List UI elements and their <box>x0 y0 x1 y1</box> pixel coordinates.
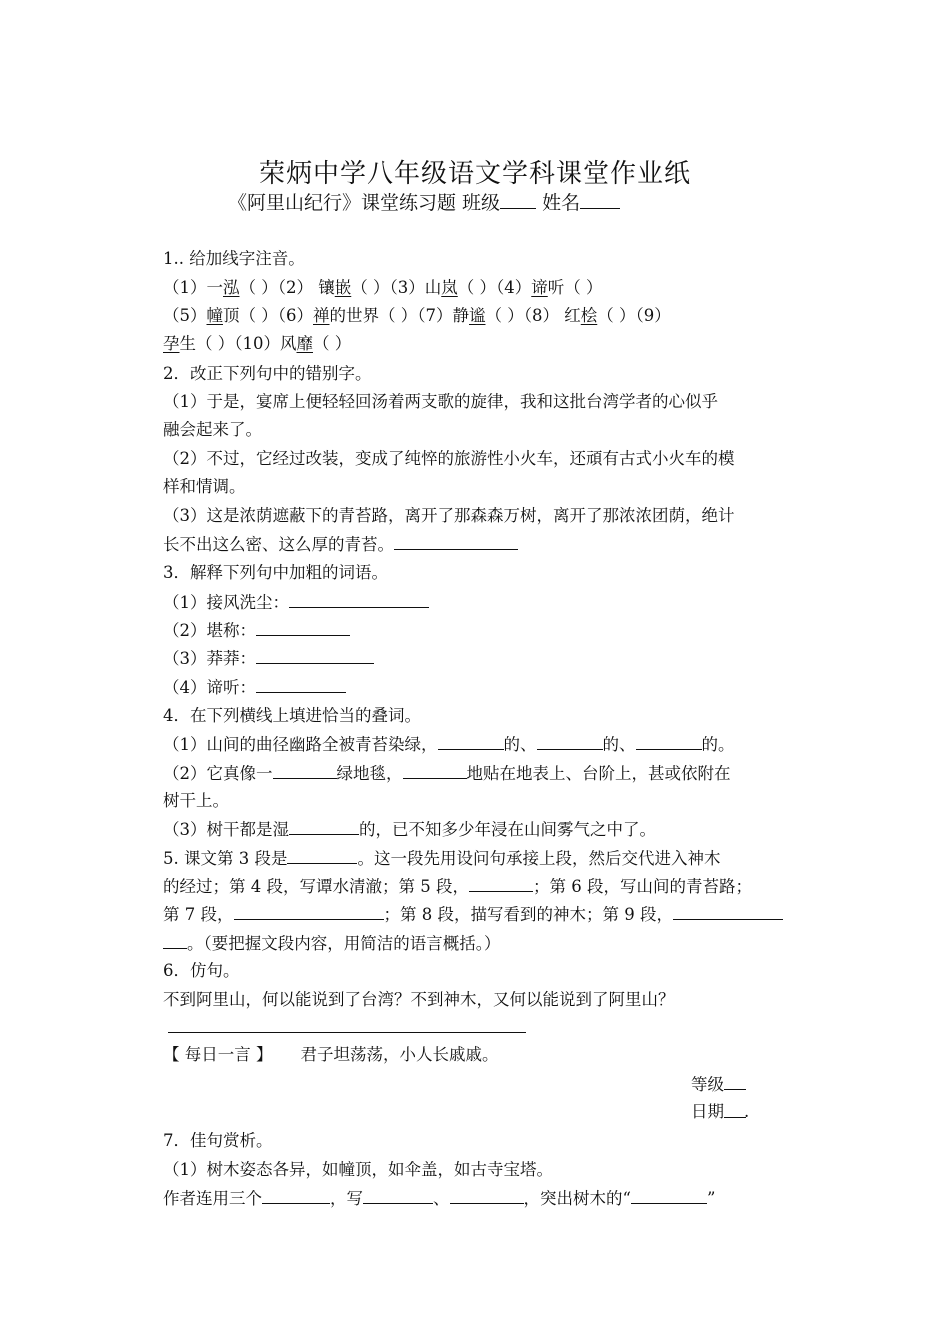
q5-line-2: 的经过；第 4 段，写谭水清澈；第 5 段， ；第 6 段，写山间的青苔路； <box>163 877 752 896</box>
q6-heading: 6．仿句。 <box>163 961 240 980</box>
answer-blank[interactable] <box>636 733 702 750</box>
q1-heading: 1.. 给加线字注音。 <box>163 249 305 268</box>
daily-quote-label: 【 每日一言 】 <box>163 1045 273 1064</box>
answer-blank[interactable] <box>163 932 187 949</box>
q3-item-2: （2）堪称： <box>163 619 350 642</box>
q2-sentence-2a: （2）不过，它经过改装，变成了纯悴的旅游性小火车，还頑有古式小火车的模 <box>163 449 735 468</box>
underlined-char: 孕 <box>163 334 180 353</box>
underlined-char: 嵌 <box>334 278 352 297</box>
answer-blank[interactable] <box>631 1187 707 1204</box>
answer-blank[interactable] <box>450 1187 524 1204</box>
q2-sentence-3b: 长不出这么密、这么厚的青苔。 <box>163 533 518 556</box>
underlined-char: 泓 <box>223 278 240 297</box>
q7-sentence-2: 作者连用三个 ，写 、 ，突出树木的“ ” <box>163 1189 716 1208</box>
q1-line-1: （1）一泓（ ）（2） 镶嵌（ ）（3）山岚（ ）（4）谛听（ ） <box>163 278 603 297</box>
q7-sentence-1: （1）树木姿态各异，如幢顶，如伞盖，如古寺宝塔。 <box>163 1160 553 1179</box>
page-title: 荣炳中学八年级语文学科课堂作业纸 <box>258 159 691 189</box>
q4-heading: 4．在下列横线上填进恰当的叠词。 <box>163 706 421 725</box>
answer-blank[interactable] <box>262 1187 330 1204</box>
q3-item-3: （3）莽莽： <box>163 647 374 670</box>
q2-sentence-1a: （1）于是，宴席上便轻轻回汤着两支歌的旋律，我和这批台湾学者的心似乎 <box>163 392 718 411</box>
q4-sentence-1: （1）山间的曲径幽路全被青苔染绿， 的、 的、 的。 <box>163 735 735 754</box>
daily-quote-text: 君子坦荡荡，小人长戚戚。 <box>300 1045 499 1064</box>
underlined-char: 谛 <box>531 278 548 297</box>
class-blank[interactable] <box>500 192 536 209</box>
daily-quote <box>163 1044 499 1066</box>
underlined-char: 岚 <box>441 278 458 297</box>
answer-blank[interactable] <box>256 647 374 664</box>
q4-sentence-3: （3）树干都是湿 的，已不知多少年浸在山间雾气之中了。 <box>163 820 656 839</box>
answer-blank[interactable] <box>403 762 467 779</box>
answer-blank[interactable] <box>256 619 350 636</box>
grade-blank[interactable] <box>724 1073 746 1090</box>
answer-blank[interactable] <box>394 533 518 550</box>
answer-blank[interactable] <box>256 676 346 693</box>
q4-sentence-2b: 树干上。 <box>163 791 229 810</box>
q3-item-1: （1）接风洗尘： <box>163 591 429 614</box>
q1-line-3: 孕生（ ）（10）风靡（ ） <box>163 334 352 353</box>
underlined-char: 桧 <box>580 306 598 325</box>
answer-blank[interactable] <box>673 903 783 920</box>
underlined-char: 禅 <box>313 306 330 325</box>
q5-line-3: 第 7 段， ；第 8 段，描写看到的神木；第 9 段， <box>163 903 783 926</box>
q3-heading: 3．解释下列句中加粗的词语。 <box>163 563 388 582</box>
q7-heading: 7．佳句赏析。 <box>163 1131 273 1150</box>
q2-heading: 2．改正下列句中的错别字。 <box>163 364 372 383</box>
date-blank[interactable]: . <box>724 1101 746 1118</box>
q2-sentence-2b: 样和情调。 <box>163 477 246 496</box>
grade-field: 等级 <box>691 1073 746 1096</box>
answer-blank[interactable] <box>469 875 533 892</box>
underlined-char: 靡 <box>296 334 313 353</box>
q5-line-4: 。（要把握文段内容，用简洁的语言概括。） <box>163 932 501 955</box>
subtitle-name-label: 姓名 <box>536 192 581 214</box>
q4-sentence-2: （2）它真像一 绿地毯， 地贴在地表上、台阶上，甚或依附在 <box>163 764 731 783</box>
q2-sentence-1b: 融会起来了。 <box>163 420 262 439</box>
answer-blank[interactable] <box>289 591 429 608</box>
q6-model-sentence: 不到阿里山，何以能说到了台湾？不到神木，又何以能说到了阿里山？ <box>163 990 675 1009</box>
underlined-char: 谧 <box>469 306 486 325</box>
answer-blank[interactable] <box>438 733 504 750</box>
q1-line-2: （5）幢顶（ ）（6）禅的世界（ ）（7）静谧（ ）（8） 红桧（ ）（9） <box>163 306 671 325</box>
page-subtitle <box>228 190 620 216</box>
answer-blank[interactable] <box>363 1187 433 1204</box>
answer-blank[interactable] <box>273 762 337 779</box>
underlined-char: 幢 <box>206 306 223 325</box>
q3-item-4: （4）谛听： <box>163 676 346 699</box>
answer-blank[interactable] <box>287 847 357 864</box>
answer-blank[interactable] <box>289 818 359 835</box>
q2-sentence-3a: （3）这是浓荫遮蔽下的青苔路，离开了那森森万树，离开了那浓浓团荫，绝计 <box>163 506 735 525</box>
q5-line-1: 5. 课文第 3 段是 。这一段先用设问句承接上段，然后交代进入神木 <box>163 849 721 868</box>
name-blank[interactable] <box>580 192 620 209</box>
answer-blank[interactable] <box>234 903 384 920</box>
imitation-answer-line[interactable] <box>168 1032 526 1033</box>
answer-blank[interactable] <box>537 733 603 750</box>
subtitle-class-label: 《阿里山纪行》课堂练习题 班级 <box>228 192 501 214</box>
date-field: 日期 . <box>691 1102 750 1121</box>
